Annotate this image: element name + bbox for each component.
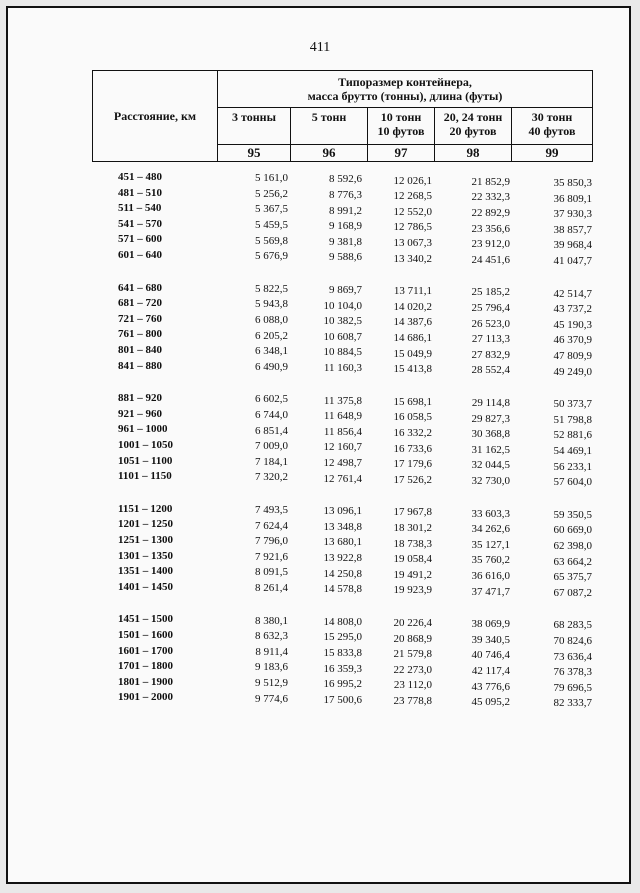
value-cell-99: 63 664,2 xyxy=(553,555,592,568)
value-cell-98: 25 796,4 xyxy=(471,301,510,314)
column-number-99: 99 xyxy=(512,145,593,162)
value-cell-95: 6 490,9 xyxy=(255,360,288,373)
value-cell-97: 17 526,2 xyxy=(393,473,432,486)
value-cell-97: 14 686,1 xyxy=(393,331,432,344)
value-cell-97: 17 967,8 xyxy=(393,506,432,519)
value-cell-97: 22 273,0 xyxy=(393,663,432,676)
value-cell-96: 11 648,9 xyxy=(323,410,362,423)
value-cell-99: 35 850,3 xyxy=(553,177,592,189)
value-cell-95: 5 569,8 xyxy=(255,234,288,247)
value-cell-98: 24 451,6 xyxy=(471,253,510,266)
value-cell-96: 10 382,5 xyxy=(323,315,362,328)
distance-cell: 681 – 720 xyxy=(118,297,162,310)
distance-cell: 1351 – 1400 xyxy=(118,565,173,578)
value-cell-98: 28 552,4 xyxy=(471,364,510,377)
value-cell-99: 37 930,3 xyxy=(553,208,592,221)
value-cell-97: 12 268,5 xyxy=(393,190,432,203)
value-cell-95: 9 774,6 xyxy=(255,692,288,705)
value-cell-95: 7 624,4 xyxy=(255,519,288,532)
column-number-95: 95 xyxy=(218,145,291,162)
value-cell-98: 45 095,2 xyxy=(471,696,510,709)
value-cell-95: 8 261,4 xyxy=(255,581,288,594)
value-cell-97: 16 733,6 xyxy=(393,442,432,455)
value-cell-98: 31 162,5 xyxy=(471,443,510,456)
value-cell-96: 12 761,4 xyxy=(323,472,362,485)
value-cell-99: 73 636,4 xyxy=(553,650,592,663)
distance-cell: 1301 – 1350 xyxy=(118,549,173,562)
distance-cell: 961 – 1000 xyxy=(118,423,168,436)
value-cell-99: 51 798,8 xyxy=(553,413,592,426)
value-cell-97: 21 579,8 xyxy=(393,648,432,661)
distance-cell: 511 – 540 xyxy=(118,202,162,215)
value-cell-97: 15 413,8 xyxy=(393,363,432,376)
value-cell-98: 22 332,3 xyxy=(471,191,510,204)
value-cell-98: 29 114,8 xyxy=(471,396,510,409)
value-cell-96: 13 680,1 xyxy=(323,536,362,549)
value-cell-95: 5 459,5 xyxy=(255,218,288,231)
distance-cell: 1801 – 1900 xyxy=(118,675,173,688)
distance-cell: 1451 – 1500 xyxy=(118,613,173,626)
column-header-96: 5 тонн xyxy=(291,108,368,145)
value-cell-95: 7 921,6 xyxy=(255,550,288,563)
distance-cell: 601 – 640 xyxy=(118,249,162,261)
value-cell-97: 18 301,2 xyxy=(393,521,432,534)
value-cell-95: 8 380,1 xyxy=(255,614,288,627)
value-cell-99: 56 233,1 xyxy=(553,460,592,473)
distance-cell: 761 – 800 xyxy=(118,328,162,341)
value-cell-98: 43 776,6 xyxy=(471,680,510,693)
value-cell-99: 41 047,7 xyxy=(553,255,592,267)
value-cell-95: 6 602,5 xyxy=(255,393,288,406)
value-cell-98: 25 185,2 xyxy=(471,286,510,299)
value-cell-96: 16 995,2 xyxy=(323,678,362,691)
value-cell-98: 37 471,7 xyxy=(471,585,510,598)
value-cell-97: 16 332,2 xyxy=(393,426,432,439)
value-cell-96: 10 884,5 xyxy=(323,346,362,359)
value-cell-97: 23 778,8 xyxy=(393,694,432,707)
distance-cell: 571 – 600 xyxy=(118,233,162,246)
distance-cell: 721 – 760 xyxy=(118,312,162,325)
value-cell-97: 19 923,9 xyxy=(393,584,432,597)
value-cell-96: 11 375,8 xyxy=(323,394,362,407)
column-number-98: 98 xyxy=(435,145,512,162)
value-cell-98: 38 069,9 xyxy=(471,618,510,631)
value-cell-96: 9 381,8 xyxy=(329,235,362,248)
value-cell-98: 42 117,4 xyxy=(471,664,510,677)
distance-cell: 1401 – 1450 xyxy=(118,580,173,593)
value-cell-97: 14 387,6 xyxy=(393,316,432,329)
value-cell-98: 30 368,8 xyxy=(471,428,510,441)
value-cell-97: 13 340,2 xyxy=(393,252,432,265)
value-cell-96: 8 991,2 xyxy=(329,204,362,217)
value-cell-98: 32 730,0 xyxy=(471,474,510,487)
value-cell-98: 21 852,9 xyxy=(471,175,510,188)
value-cell-97: 16 058,5 xyxy=(393,411,432,424)
value-cell-97: 20 226,4 xyxy=(393,616,432,629)
value-cell-99: 59 350,5 xyxy=(553,508,592,521)
value-cell-99: 38 857,7 xyxy=(553,223,592,236)
value-cell-97: 23 112,0 xyxy=(393,679,432,692)
value-cell-96: 15 833,8 xyxy=(323,646,362,659)
value-cell-98: 35 127,1 xyxy=(471,538,510,551)
value-cell-99: 50 373,7 xyxy=(553,398,592,411)
distance-cell: 1501 – 1600 xyxy=(118,629,173,641)
value-cell-99: 47 809,9 xyxy=(553,350,592,362)
distance-cell: 841 – 880 xyxy=(118,359,162,372)
value-cell-99: 57 604,0 xyxy=(553,476,592,489)
value-cell-98: 23 912,0 xyxy=(471,238,510,251)
distance-cell: 1201 – 1250 xyxy=(118,518,173,531)
value-cell-96: 13 348,8 xyxy=(323,520,362,533)
value-cell-95: 7 493,5 xyxy=(255,503,288,516)
value-cell-95: 5 256,2 xyxy=(255,187,288,200)
value-cell-97: 18 738,3 xyxy=(393,537,432,550)
value-cell-98: 29 827,3 xyxy=(471,412,510,425)
distance-cell: 921 – 960 xyxy=(118,407,162,420)
value-cell-99: 54 469,1 xyxy=(553,445,592,457)
value-cell-95: 5 822,5 xyxy=(255,282,288,295)
value-cell-95: 5 943,8 xyxy=(255,298,288,311)
value-cell-96: 15 295,0 xyxy=(323,631,362,644)
value-cell-97: 17 179,6 xyxy=(393,458,432,471)
value-cell-95: 7 796,0 xyxy=(255,535,288,548)
value-cell-99: 36 809,1 xyxy=(553,192,592,205)
value-cell-99: 52 881,6 xyxy=(553,429,592,442)
column-header-99: 30 тонн 40 футов xyxy=(512,108,593,145)
value-cell-96: 9 869,7 xyxy=(329,283,362,296)
value-cell-96: 17 500,6 xyxy=(323,693,362,706)
distance-header: Расстояние, км xyxy=(93,71,218,162)
value-cell-98: 22 892,9 xyxy=(471,206,510,219)
value-cell-99: 45 190,3 xyxy=(553,318,592,331)
value-cell-96: 14 578,8 xyxy=(323,583,362,596)
value-cell-95: 6 088,0 xyxy=(255,313,288,326)
value-cell-97: 12 026,1 xyxy=(393,174,432,187)
value-cell-99: 68 283,5 xyxy=(553,619,592,632)
distance-cell: 541 – 570 xyxy=(118,217,162,230)
value-cell-95: 7 184,1 xyxy=(255,455,288,468)
value-cell-96: 9 588,6 xyxy=(329,251,362,264)
value-cell-97: 12 552,0 xyxy=(393,205,432,218)
value-cell-96: 14 808,0 xyxy=(323,615,362,628)
distance-cell: 481 – 510 xyxy=(118,186,162,199)
value-cell-95: 9 183,6 xyxy=(255,661,288,674)
value-cell-97: 15 698,1 xyxy=(393,395,432,408)
value-cell-96: 11 856,4 xyxy=(323,425,362,438)
distance-cell: 1601 – 1700 xyxy=(118,644,173,657)
column-header-98: 20, 24 тонн 20 футов xyxy=(435,108,512,145)
value-cell-98: 35 760,2 xyxy=(471,554,510,567)
value-cell-97: 13 711,1 xyxy=(393,285,432,298)
value-cell-98: 40 746,4 xyxy=(471,649,510,662)
value-cell-96: 13 096,1 xyxy=(323,505,362,518)
value-cell-96: 14 250,8 xyxy=(323,567,362,580)
column-number-96: 96 xyxy=(291,145,368,162)
value-cell-97: 15 049,9 xyxy=(393,347,432,360)
value-cell-96: 13 922,8 xyxy=(323,551,362,564)
value-cell-95: 5 367,5 xyxy=(255,203,288,216)
value-cell-96: 8 592,6 xyxy=(329,173,362,186)
value-cell-97: 20 868,9 xyxy=(393,632,432,645)
value-cell-95: 6 851,4 xyxy=(255,424,288,437)
group-title-line2: масса брутто (тонны), длина (футы) xyxy=(307,89,503,103)
distance-cell: 1001 – 1050 xyxy=(118,439,173,451)
value-cell-99: 43 737,2 xyxy=(553,303,592,316)
distance-cell: 1151 – 1200 xyxy=(118,502,173,515)
value-cell-99: 79 696,5 xyxy=(553,681,592,694)
value-cell-99: 70 824,6 xyxy=(553,635,592,647)
value-cell-99: 46 370,9 xyxy=(553,334,592,347)
group-title-line1: Типоразмер контейнера, xyxy=(338,75,472,89)
value-cell-98: 27 113,3 xyxy=(471,333,510,346)
value-cell-96: 10 104,0 xyxy=(323,299,362,312)
value-cell-95: 7 320,2 xyxy=(255,471,288,484)
value-cell-96: 10 608,7 xyxy=(323,330,362,343)
value-cell-95: 6 348,1 xyxy=(255,345,288,358)
value-cell-97: 19 058,4 xyxy=(393,553,432,566)
value-cell-97: 12 786,5 xyxy=(393,221,432,234)
value-cell-97: 13 067,3 xyxy=(393,236,432,249)
distance-cell: 881 – 920 xyxy=(118,392,162,405)
distance-cell: 1101 – 1150 xyxy=(118,470,172,483)
value-cell-99: 82 333,7 xyxy=(553,697,592,710)
value-cell-98: 27 832,9 xyxy=(471,348,510,361)
distance-cell: 1251 – 1300 xyxy=(118,534,173,546)
value-cell-95: 7 009,0 xyxy=(255,440,288,453)
distance-cell: 451 – 480 xyxy=(118,171,162,183)
value-cell-99: 60 669,0 xyxy=(553,524,592,537)
value-cell-98: 32 044,5 xyxy=(471,459,510,472)
value-cell-95: 8 091,5 xyxy=(255,566,288,579)
distance-cell: 1701 – 1800 xyxy=(118,660,173,673)
value-cell-98: 39 340,5 xyxy=(471,633,510,646)
value-cell-97: 14 020,2 xyxy=(393,300,432,313)
value-cell-99: 39 968,4 xyxy=(553,239,592,252)
column-header-95: 3 тонны xyxy=(218,108,291,145)
value-cell-95: 5 161,0 xyxy=(255,172,288,185)
value-cell-97: 19 491,2 xyxy=(393,568,432,581)
value-cell-99: 67 087,2 xyxy=(553,586,592,599)
value-cell-96: 11 160,3 xyxy=(323,361,362,374)
value-cell-99: 49 249,0 xyxy=(553,365,592,378)
distance-cell: 1051 – 1100 xyxy=(118,454,173,467)
value-cell-95: 6 744,0 xyxy=(255,408,288,421)
column-number-97: 97 xyxy=(368,145,435,162)
value-cell-96: 12 498,7 xyxy=(323,456,362,469)
page-number: 411 xyxy=(309,40,331,55)
column-header-97: 10 тонн 10 футов xyxy=(368,108,435,145)
value-cell-99: 42 514,7 xyxy=(553,287,592,300)
value-cell-95: 5 676,9 xyxy=(255,250,288,263)
value-cell-98: 36 616,0 xyxy=(471,569,510,582)
distance-cell: 801 – 840 xyxy=(118,344,162,356)
value-cell-98: 33 603,3 xyxy=(471,507,510,520)
value-cell-96: 16 359,3 xyxy=(323,662,362,675)
value-cell-95: 6 205,2 xyxy=(255,329,288,342)
value-cell-98: 23 356,6 xyxy=(471,222,510,235)
value-cell-98: 26 523,0 xyxy=(471,317,510,330)
value-cell-99: 76 378,3 xyxy=(553,666,592,679)
distance-cell: 1901 – 2000 xyxy=(118,691,173,704)
value-cell-96: 12 160,7 xyxy=(323,441,362,454)
value-cell-96: 8 776,3 xyxy=(329,188,362,201)
value-cell-95: 8 911,4 xyxy=(255,645,288,658)
value-cell-98: 34 262,6 xyxy=(471,523,510,536)
value-cell-99: 65 375,7 xyxy=(553,571,592,584)
value-cell-96: 9 168,9 xyxy=(329,220,362,233)
distance-cell: 641 – 680 xyxy=(118,281,162,294)
value-cell-95: 8 632,3 xyxy=(255,630,288,643)
value-cell-95: 9 512,9 xyxy=(255,676,288,689)
value-cell-99: 62 398,0 xyxy=(553,540,592,552)
